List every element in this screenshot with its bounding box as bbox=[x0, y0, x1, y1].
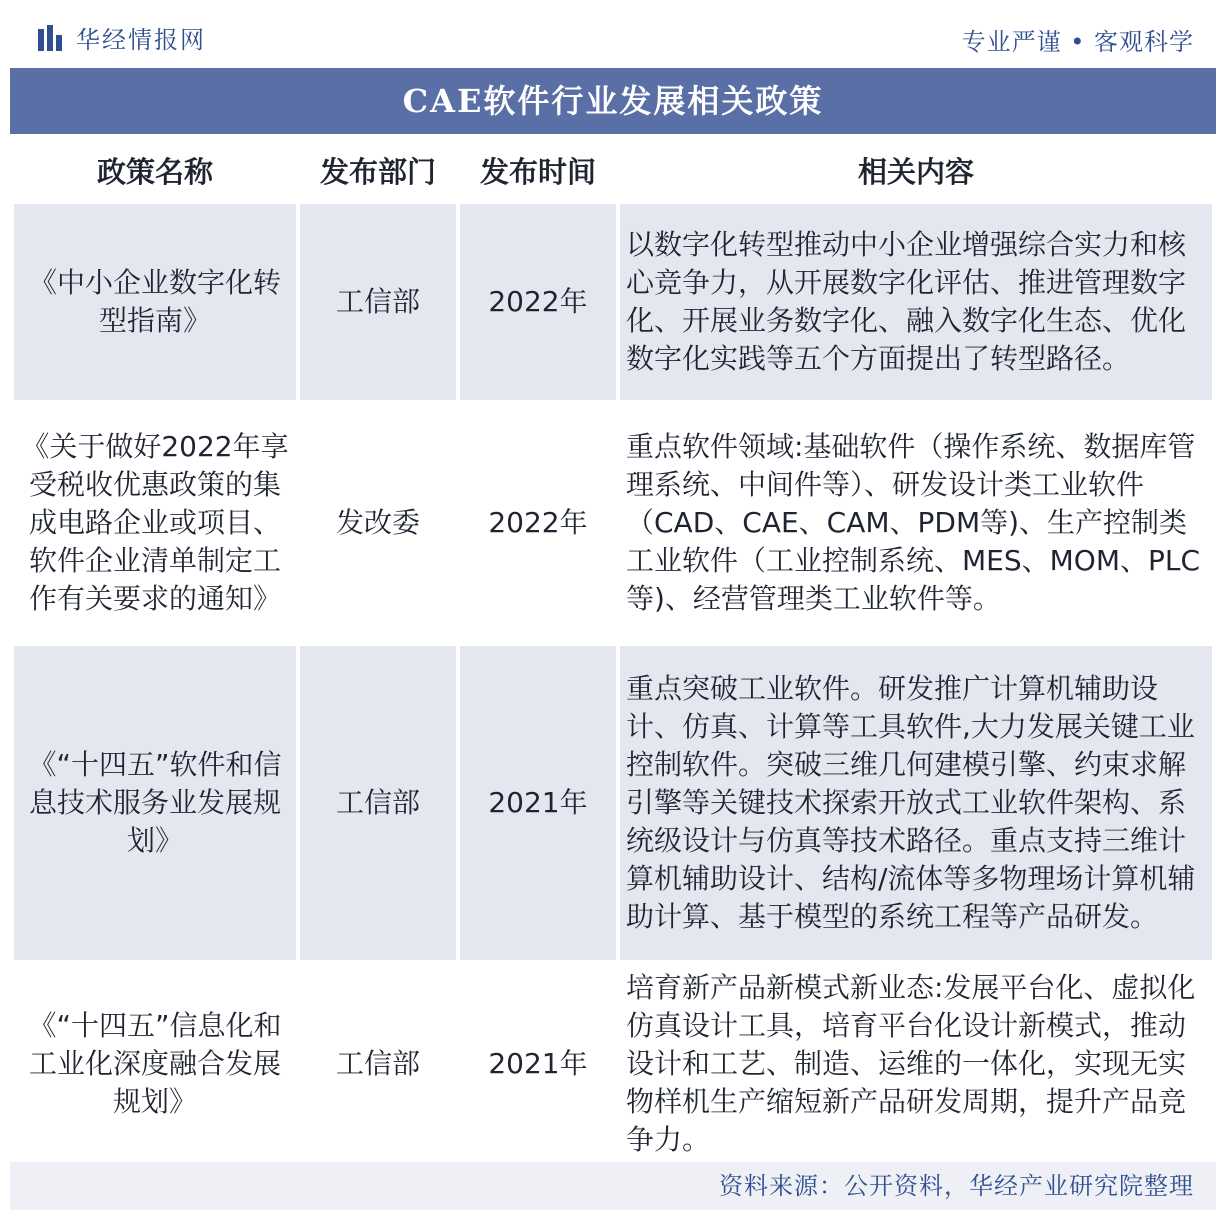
policy-content: 重点软件领域:基础软件（操作系统、数据库管理系统、中间件等）、研发设计类工业软件（CAD、CAE、CAM、PDM等)、生产控制类工业软件（工业控制系统、MES、MOM、PLC等)、经营管理类工业软件等。 bbox=[620, 404, 1212, 642]
column-header-content: 相关内容 bbox=[620, 140, 1212, 200]
policy-date: 2021年 bbox=[460, 964, 616, 1164]
slogan: 专业严谨 • 客观科学 bbox=[961, 28, 1194, 56]
policy-dept: 工信部 bbox=[300, 646, 456, 960]
policy-content: 以数字化转型推动中小企业增强综合实力和核心竞争力，从开展数字化评估、推进管理数字化、开展业务数字化、融入数字化生态、优化数字化实践等五个方面提出了转型路径。 bbox=[620, 204, 1212, 400]
brand bbox=[38, 20, 206, 55]
policy-date: 2022年 bbox=[460, 404, 616, 642]
policy-content: 培育新产品新模式新业态:发展平台化、虚拟化仿真设计工具，培育平台化设计新模式，推动设计和工艺、制造、运维的一体化，实现无实物样机生产缩短新产品研发周期，提升产品竞争力。 bbox=[620, 964, 1212, 1164]
table-row bbox=[14, 204, 1212, 400]
policy-dept: 工信部 bbox=[300, 964, 456, 1164]
page-title: CAE软件行业发展相关政策 bbox=[10, 68, 1216, 134]
policy-dept: 工信部 bbox=[300, 204, 456, 400]
policy-name: 《关于做好2022年享受税收优惠政策的集成电路企业或项目、软件企业清单制定工作有关要求的通知》 bbox=[14, 404, 296, 642]
bar-chart-icon bbox=[38, 25, 64, 51]
policy-dept: 发改委 bbox=[300, 404, 456, 642]
table-row bbox=[14, 404, 1212, 642]
table-row bbox=[14, 646, 1212, 960]
brand-name: 华经情报网 bbox=[76, 26, 206, 54]
policy-table bbox=[10, 136, 1216, 1168]
column-header-date: 发布时间 bbox=[460, 140, 616, 200]
source-note: 资料来源：公开资料，华经产业研究院整理 bbox=[10, 1162, 1216, 1210]
policy-name: 《中小企业数字化转型指南》 bbox=[14, 204, 296, 400]
table-row bbox=[14, 964, 1212, 1164]
policy-date: 2022年 bbox=[460, 204, 616, 400]
policy-name: 《“十四五”信息化和工业化深度融合发展规划》 bbox=[14, 964, 296, 1164]
top-bar bbox=[8, 8, 1218, 64]
policy-content: 重点突破工业软件。研发推广计算机辅助设计、仿真、计算等工具软件,大力发展关键工业控制软件。突破三维几何建模引擎、约束求解引擎等关键技术探索开放式工业软件架构、系统级设计与仿真等技术路径。重点支持三维计算机辅助设计、结构/流体等多物理场计算机辅助计算、基于模型的系统工程等产品研发。 bbox=[620, 646, 1212, 960]
policy-date: 2021年 bbox=[460, 646, 616, 960]
table-header-row bbox=[14, 140, 1212, 200]
column-header-name: 政策名称 bbox=[14, 140, 296, 200]
column-header-dept: 发布部门 bbox=[300, 140, 456, 200]
infographic bbox=[8, 8, 1218, 1208]
policy-name: 《“十四五”软件和信息技术服务业发展规划》 bbox=[14, 646, 296, 960]
